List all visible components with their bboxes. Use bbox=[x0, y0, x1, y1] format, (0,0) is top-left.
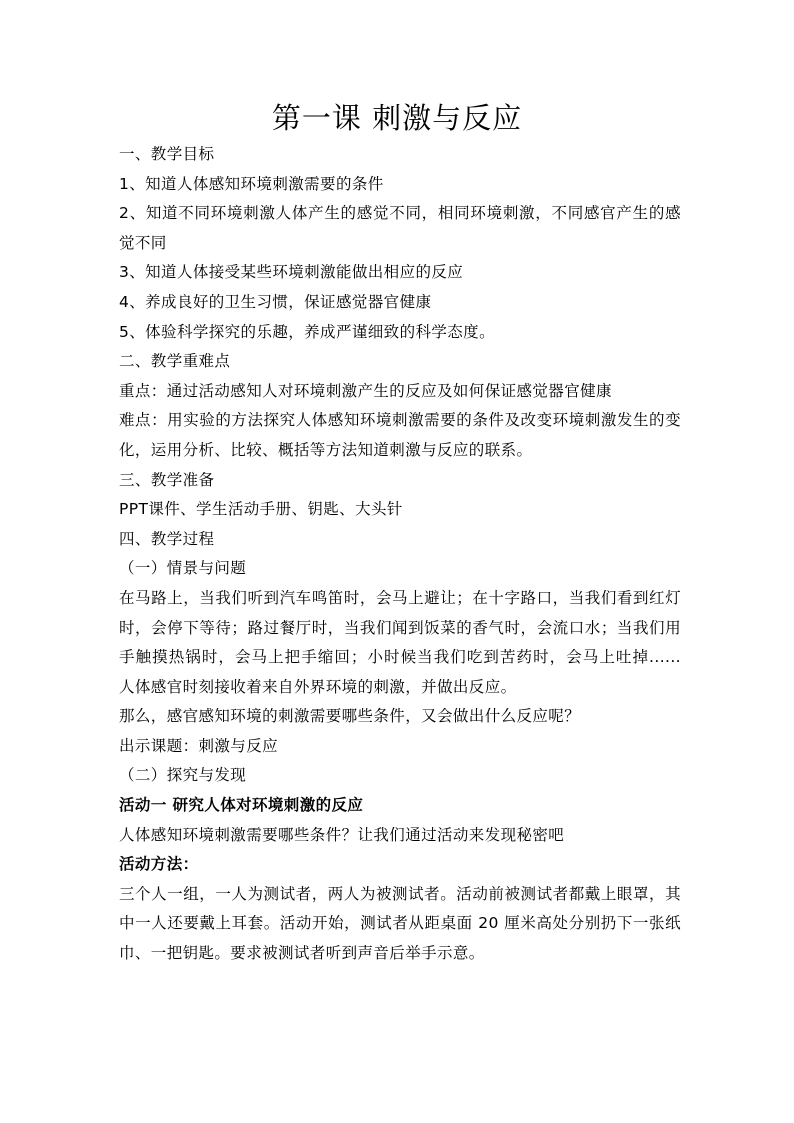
text-line: 5、体验科学探究的乐趣，养成严谨细致的科学态度。 bbox=[119, 322, 495, 341]
text-line: PPT课件、学生活动手册、钥匙、大头针 bbox=[119, 500, 403, 519]
text-line: 三、教学准备 bbox=[119, 470, 215, 489]
text-line: 人体感官时刻接收着来自外界环境的刺激，并做出反应。 bbox=[119, 677, 517, 696]
section-heading-line: 活动一 研究人体对环境刺激的反应 bbox=[119, 796, 364, 815]
text-line: （二）探究与发现 bbox=[119, 766, 247, 785]
text-line: 重点：通过活动感知人对环境刺激产生的反应及如何保证感觉器官健康 bbox=[119, 381, 612, 400]
text-line: 在马路上，当我们听到汽车鸣笛时，会马上避让；在十字路口，当我们看到红灯 bbox=[119, 588, 681, 607]
text-line: 一、教学目标 bbox=[119, 145, 215, 163]
text-line: 2、知道不同环境刺激人体产生的感觉不同，相同环境刺激，不同感官产生的感 bbox=[119, 204, 681, 223]
text-line: 四、教学过程 bbox=[119, 529, 215, 548]
text-line: 二、教学重难点 bbox=[119, 352, 231, 371]
text-line: 巾、一把钥匙。要求被测试者听到声音后举手示意。 bbox=[119, 944, 485, 963]
text-line: 人体感知环境刺激需要哪些条件？让我们通过活动来发现秘密吧 bbox=[119, 825, 565, 844]
text-line: 那么，感官感知环境的刺激需要哪些条件，又会做出什么反应呢？ bbox=[119, 707, 581, 726]
text-line: 时，会停下等待；路过餐厅时，当我们闻到饭菜的香气时，会流口水；当我们用 bbox=[119, 618, 681, 637]
text-line: 难点：用实验的方法探究人体感知环境刺激需要的条件及改变环境刺激发生的变 bbox=[119, 411, 681, 430]
text-line: 中一人还要戴上耳套。活动开始，测试者从距桌面 20 厘米高处分别扔下一张纸 bbox=[119, 914, 681, 933]
text-line: 三个人一组，一人为测试者，两人为被测试者。活动前被测试者都戴上眼罩，其 bbox=[119, 884, 681, 903]
document-body bbox=[119, 140, 681, 969]
text-line: 出示课题：刺激与反应 bbox=[119, 736, 279, 755]
text-line: （一）情景与问题 bbox=[119, 559, 247, 578]
text-line: 觉不同 bbox=[119, 233, 167, 252]
text-line: 化，运用分析、比较、概括等方法知道刺激与反应的联系。 bbox=[119, 440, 533, 459]
text-line: 4、养成良好的卫生习惯，保证感觉器官健康 bbox=[119, 292, 432, 311]
page-title: 第一课 刺激与反应 bbox=[271, 101, 523, 135]
text-line: 手触摸热锅时，会马上把手缩回；小时候当我们吃到苦药时，会马上吐掉...... bbox=[119, 648, 681, 667]
text-line: 3、知道人体接受某些环境刺激能做出相应的反应 bbox=[119, 263, 464, 282]
text-line: 1、知道人体感知环境刺激需要的条件 bbox=[119, 174, 384, 193]
section-heading-line: 活动方法： bbox=[119, 855, 199, 874]
